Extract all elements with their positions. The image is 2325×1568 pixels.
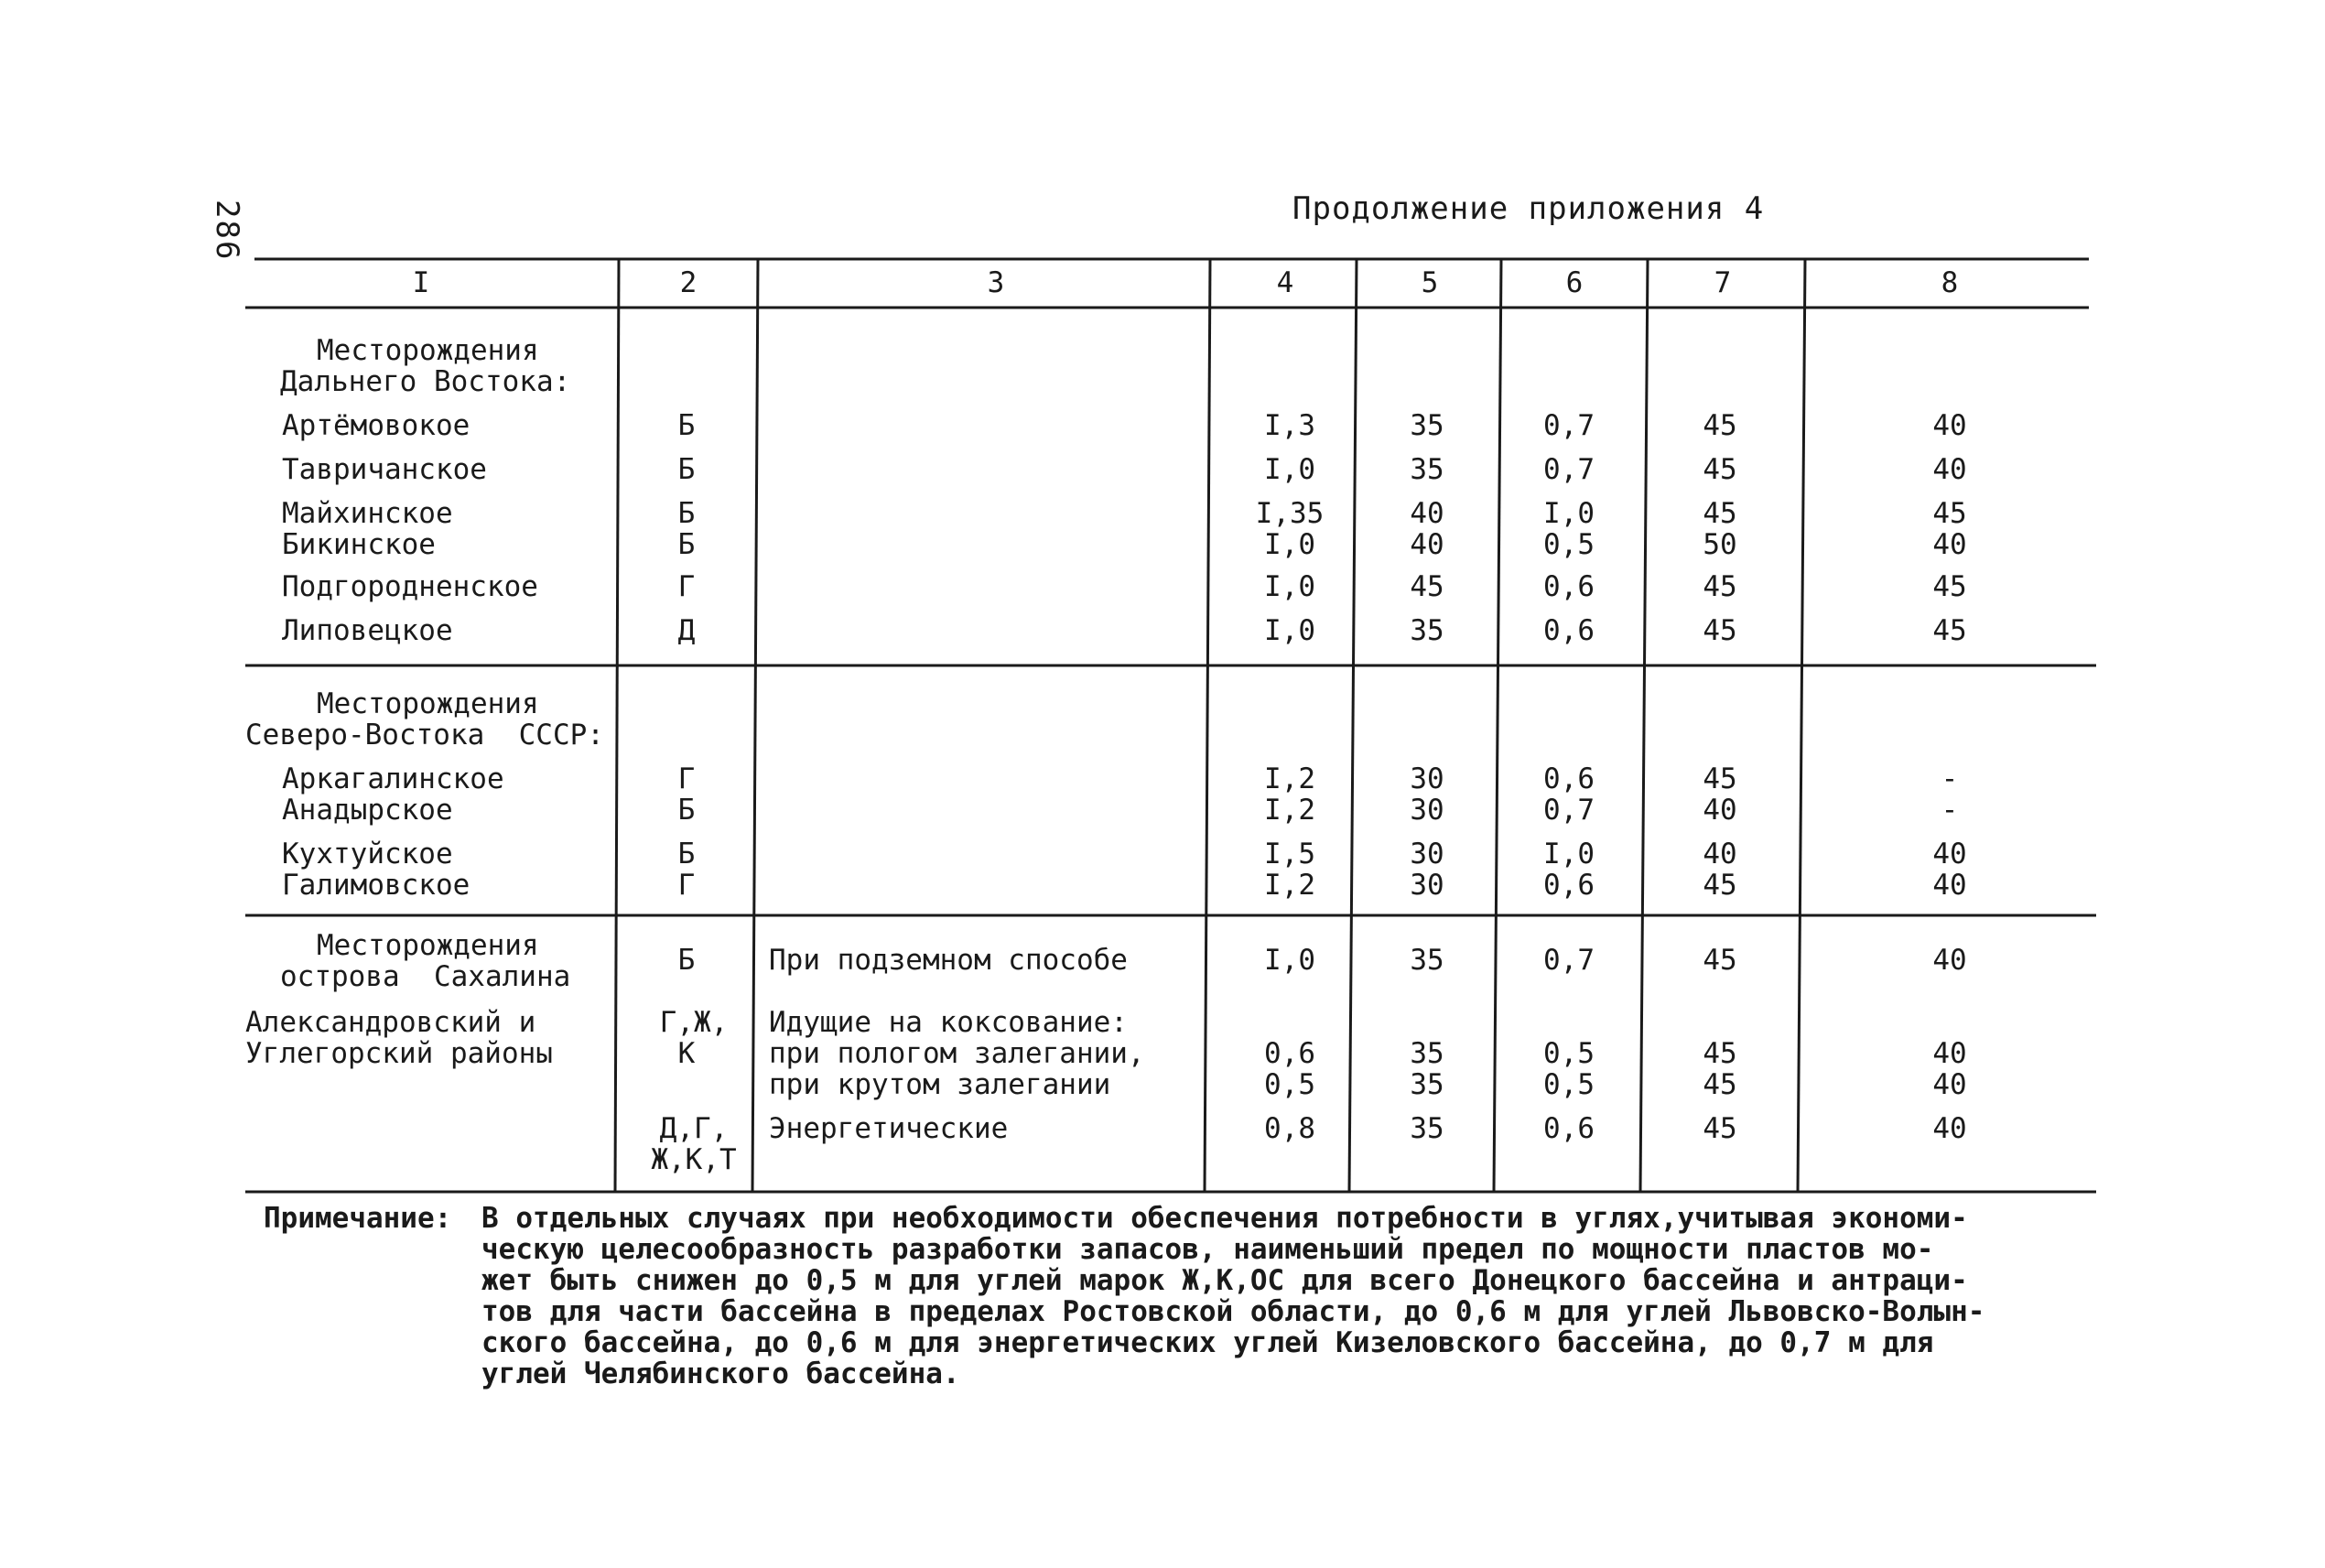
table-row-v6: I,0 [1543,838,1595,871]
table-row-v4: I,0 [1264,570,1315,603]
table-row-name: Кухтуйское [282,838,453,871]
col-header-2: 2 [679,266,698,299]
table-row-grade: Г [677,570,696,603]
section-heading: Месторождения [317,334,539,367]
table-row-name: Аркагалинское [282,762,504,795]
table-row-v5: 35 [1410,944,1444,977]
table-row-condition: Идущие на коксование: [769,1006,1128,1039]
page-number: 286 [209,200,245,262]
table-row-grade: Б [677,944,696,977]
table-row-name: Артёмовокое [282,409,470,442]
col-header-5: 5 [1421,266,1439,299]
table-row-v6: 0,7 [1543,944,1595,977]
table-row-v5: 35 [1410,614,1444,647]
table-row-v4: I,2 [1264,869,1315,902]
table-row-v8: 40 [1932,1037,1967,1070]
table-row-grade: Б [677,497,696,530]
table-row-condition: При подземном способе [769,944,1128,977]
col-header-8: 8 [1941,266,1959,299]
table-row-v6: 0,5 [1543,1068,1595,1101]
table-row-v6: 0,6 [1543,570,1595,603]
table-row-v6: 0,6 [1543,869,1595,902]
table-row-grade: Г [677,762,696,795]
table-row-name: Анадырское [282,794,453,827]
table-row-v4: I,3 [1264,409,1315,442]
table-row-grade: Г,Ж, [659,1006,729,1039]
table-row-grade: Б [677,838,696,871]
table-row-grade: Б [677,528,696,561]
col-rule-3 [1205,259,1210,1192]
table-row-v8: 40 [1932,838,1967,871]
table-row-v6: I,0 [1543,497,1595,530]
table-row-v7: 45 [1703,762,1737,795]
table-row-v4: I,5 [1264,838,1315,871]
table-row-v6: 0,7 [1543,409,1595,442]
col-header-1: I [412,266,430,299]
table-row-v8: - [1941,762,1959,795]
table-row-v4: I,2 [1264,794,1315,827]
table-row-v6: 0,6 [1543,1112,1595,1145]
table-row-v6: 0,7 [1543,794,1595,827]
table-row-v4: I,0 [1264,614,1315,647]
table-row-grade: Б [677,409,696,442]
col-rule-1 [615,259,619,1192]
table-row-v4: I,2 [1264,762,1315,795]
table-row-v8: 40 [1932,409,1967,442]
table-row-v6: 0,5 [1543,1037,1595,1070]
table-row-v8: - [1941,794,1959,827]
table-row-v5: 30 [1410,869,1444,902]
table-row-v6: 0,7 [1543,453,1595,486]
col-rule-4 [1349,259,1357,1192]
section-heading: Дальнего Востока: [280,365,571,398]
table-row-v6: 0,6 [1543,614,1595,647]
section-heading: острова Сахалина [280,960,571,993]
table-row-v7: 45 [1703,944,1737,977]
table-row-grade: Д [677,614,696,647]
table-row-name: Подгородненское [282,570,538,603]
note-label: Примечание: [264,1202,452,1235]
table-row-name: Липовецкое [282,614,453,647]
table-row-v7: 45 [1703,453,1737,486]
table-row-v7: 45 [1703,869,1737,902]
table-row-v4: 0,6 [1264,1037,1315,1070]
section-heading: Месторождения [317,687,539,720]
col-header-6: 6 [1565,266,1584,299]
table-row-condition: Энергетические [769,1112,1009,1145]
table-row-v8: 40 [1932,944,1967,977]
table-row-v5: 35 [1410,409,1444,442]
col-rule-5 [1494,259,1501,1192]
table-row-v4: I,0 [1264,944,1315,977]
table-row-name: Галимовское [282,869,470,902]
table-row-name: Углегорский районы [245,1037,553,1070]
table-row-v5: 30 [1410,794,1444,827]
table-row-grade: Ж,К,Т [651,1143,737,1176]
table-row-v5: 35 [1410,1068,1444,1101]
table-row-v5: 35 [1410,1112,1444,1145]
table-row-v7: 45 [1703,409,1737,442]
table-row-v7: 45 [1703,497,1737,530]
col-header-7: 7 [1714,266,1732,299]
table-row-v6: 0,6 [1543,762,1595,795]
table-row-v8: 40 [1932,453,1967,486]
continuation-title: Продолжение приложения 4 [1292,190,1765,227]
table-row-v7: 45 [1703,570,1737,603]
col-rule-6 [1640,259,1648,1192]
table-row-grade: К [677,1037,696,1070]
table-row-v8: 40 [1932,869,1967,902]
table-row-grade: Д,Г, [659,1112,729,1145]
col-rule-7 [1798,259,1805,1192]
table-row-v5: 30 [1410,762,1444,795]
section-heading: Северо-Востока СССР: [245,719,604,752]
table-row-v7: 45 [1703,1037,1737,1070]
table-row-grade: Б [677,794,696,827]
table-row-v7: 45 [1703,1112,1737,1145]
table-row-v5: 40 [1410,528,1444,561]
table-row-v8: 40 [1932,1068,1967,1101]
note-text: В отдельных случаях при необходимости обеспечения потребности в углях,учитывая экономи- ческую целесообразность разработки запасов, наименьший предел по мощности пластов мо- жет быть снижен до 0,5 м для углей марок Ж,К,ОС для всего Донецкого бассейна и антраци- тов для части бассейна в пределах Ростовской области, до 0,6 м для углей Львовско-Волын- ского бассейна, до 0,6 м для энергетических углей Кизеловского бассейна, до 0,7 м для углей Челябинского бассейна. [481,1202,1985,1390]
table-row-v5: 45 [1410,570,1444,603]
table-row-v5: 35 [1410,453,1444,486]
col-rule-2 [752,259,758,1192]
table-row-v7: 45 [1703,1068,1737,1101]
table-row-v4: 0,5 [1264,1068,1315,1101]
table-row-v5: 35 [1410,1037,1444,1070]
col-header-4: 4 [1276,266,1294,299]
table-row-v7: 50 [1703,528,1737,561]
table-row-v4: 0,8 [1264,1112,1315,1145]
table-row-condition: при крутом залегании [769,1068,1111,1101]
table-row-v4: I,0 [1264,453,1315,486]
table-row-v7: 40 [1703,794,1737,827]
table-row-v8: 45 [1932,570,1967,603]
col-header-3: 3 [987,266,1005,299]
table-row-v8: 45 [1932,497,1967,530]
table-row-v4: I,35 [1255,497,1325,530]
table-row-v6: 0,5 [1543,528,1595,561]
table-row-grade: Г [677,869,696,902]
table-row-v8: 40 [1932,1112,1967,1145]
table-row-v5: 30 [1410,838,1444,871]
table-row-grade: Б [677,453,696,486]
table-row-condition: при пологом залегании, [769,1037,1145,1070]
table-row-name: Майхинское [282,497,453,530]
table-row-v4: I,0 [1264,528,1315,561]
table-row-name: Тавричанское [282,453,487,486]
table-row-name: Бикинское [282,528,436,561]
table-row-name: Александровский и [245,1006,536,1039]
table-row-v7: 40 [1703,838,1737,871]
table-row-v8: 45 [1932,614,1967,647]
table-row-v5: 40 [1410,497,1444,530]
table-row-v8: 40 [1932,528,1967,561]
table-row-v7: 45 [1703,614,1737,647]
section-heading: Месторождения [317,929,539,962]
